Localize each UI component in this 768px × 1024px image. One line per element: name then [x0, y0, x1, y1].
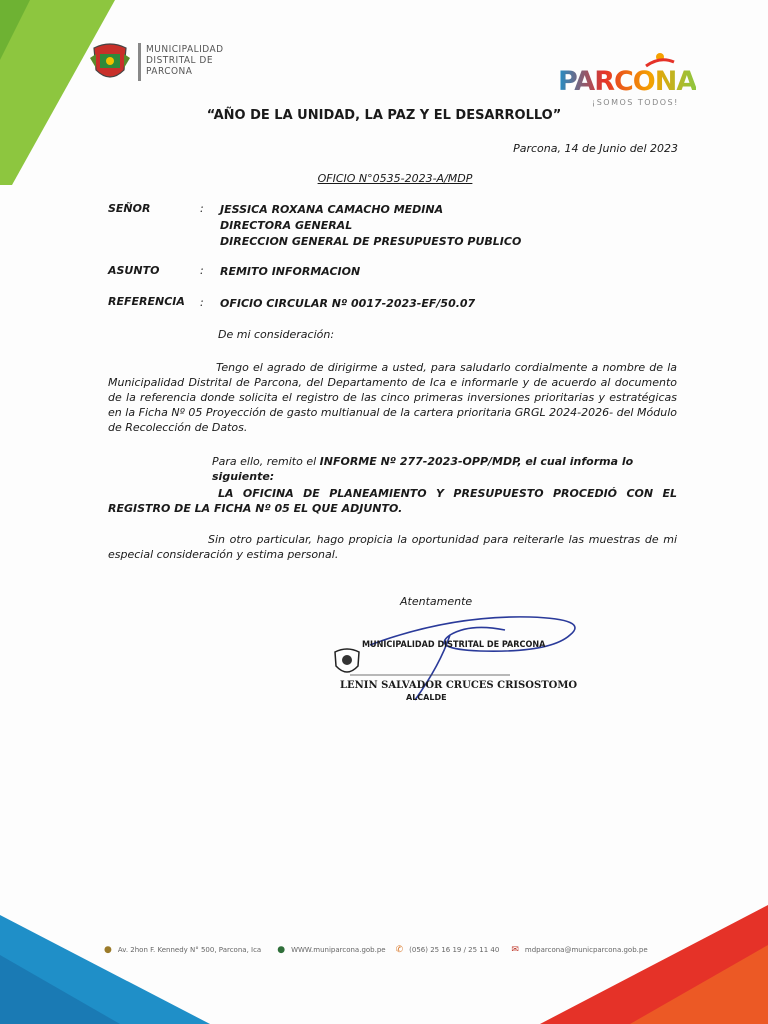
top-left-green-corner-decoration	[0, 0, 120, 190]
recipient-name: JESSICA ROXANA CAMACHO MEDINA	[220, 203, 444, 216]
stamp-entity: MUNICIPALIDAD DISTRITAL DE PARCONA	[362, 640, 546, 650]
to-label: SEÑOR	[108, 202, 151, 215]
reference-text: OFICIO CIRCULAR Nº 0017-2023-EF/50.07	[220, 297, 476, 310]
municipality-logo-text: MUNICIPALIDAD DISTRITAL DE PARCONA	[146, 44, 224, 77]
body-paragraph-2-intro: Para ello, remito el	[212, 455, 317, 468]
bottom-left-blue-corner-decoration	[0, 915, 220, 1024]
body-paragraph-3: LA OFICINA DE PLANEAMIENTO Y PRESUPUESTO PROCEDIÓ CON EL REGISTRO DE LA FICHA Nº 05 EL QUE ADJUNTO.	[108, 487, 677, 515]
subject-label: ASUNTO	[108, 264, 160, 277]
phone-icon: ✆	[395, 945, 404, 955]
stamp-seal-icon	[332, 646, 362, 678]
location-pin-icon: ●	[104, 945, 112, 955]
subject-text: REMITO INFORMACION	[220, 265, 361, 278]
footer-email[interactable]: mdparcona@municparcona.gob.pe	[524, 946, 648, 954]
salutation: De mi consideración:	[218, 328, 335, 341]
footer-phone: (056) 25 16 19 / 25 11 40	[409, 946, 500, 954]
place-and-date: Parcona, 14 de Junio del 2023	[513, 142, 678, 155]
to-colon: :	[200, 202, 204, 215]
body-paragraph-2	[212, 454, 682, 484]
reference-colon: :	[200, 296, 204, 309]
subject-colon: :	[200, 264, 204, 277]
year-motto: “AÑO DE LA UNIDAD, LA PAZ Y EL DESARROLLO”	[206, 108, 562, 123]
document-number: OFICIO N°0535-2023-A/MDP	[317, 172, 473, 185]
email-icon: ✉	[511, 945, 519, 955]
bottom-right-red-corner-decoration	[540, 905, 768, 1024]
signer-title: ALCALDE	[406, 693, 447, 702]
handwritten-signature	[330, 605, 590, 715]
body-paragraph-4: Sin otro particular, hago propicia la oportunidad para reiterarle las muestras de mi especial consideración y estima personal.	[108, 533, 677, 561]
reference-label: REFERENCIA	[108, 295, 185, 308]
municipality-coat-of-arms-icon	[88, 40, 132, 84]
parcona-figure-icon	[642, 52, 678, 74]
globe-icon: ●	[277, 945, 286, 955]
recipient-title: DIRECTORA GENERAL	[220, 219, 353, 232]
body-paragraph-2-report: INFORME Nº 277-2023-OPP/MDP, el cual informa lo siguiente:	[212, 455, 634, 483]
closing: Atentamente	[400, 595, 473, 608]
signer-name: LENIN SALVADOR CRUCES CRISOSTOMO	[340, 680, 578, 691]
logo-divider	[138, 43, 141, 81]
footer-contact-bar	[104, 945, 648, 955]
parcona-tagline: ¡SOMOS TODOS!	[592, 98, 679, 107]
footer-address: Av. 2hon F. Kennedy N° 500, Parcona, Ica	[117, 946, 262, 954]
recipient-office: DIRECCION GENERAL DE PRESUPUESTO PUBLICO	[220, 235, 522, 248]
footer-website[interactable]: WWW.muniparcona.gob.pe	[291, 946, 386, 954]
body-paragraph-1: Tengo el agrado de dirigirme a usted, para saludarlo cordialmente a nombre de la Municipalidad Distrital de Parcona, del Departamento de Ica e informarle y de acuerdo al documento de la referencia donde solicita el registro de las cinco primeras inversiones prioritarias y estratégicas en la Ficha Nº 05 Proyección de gasto multianual de la cartera prioritaria GRGL 2024-2026- del Módulo de Recolección de Datos.	[108, 361, 677, 434]
parcona-brand-logo: PARCONA	[558, 66, 697, 97]
